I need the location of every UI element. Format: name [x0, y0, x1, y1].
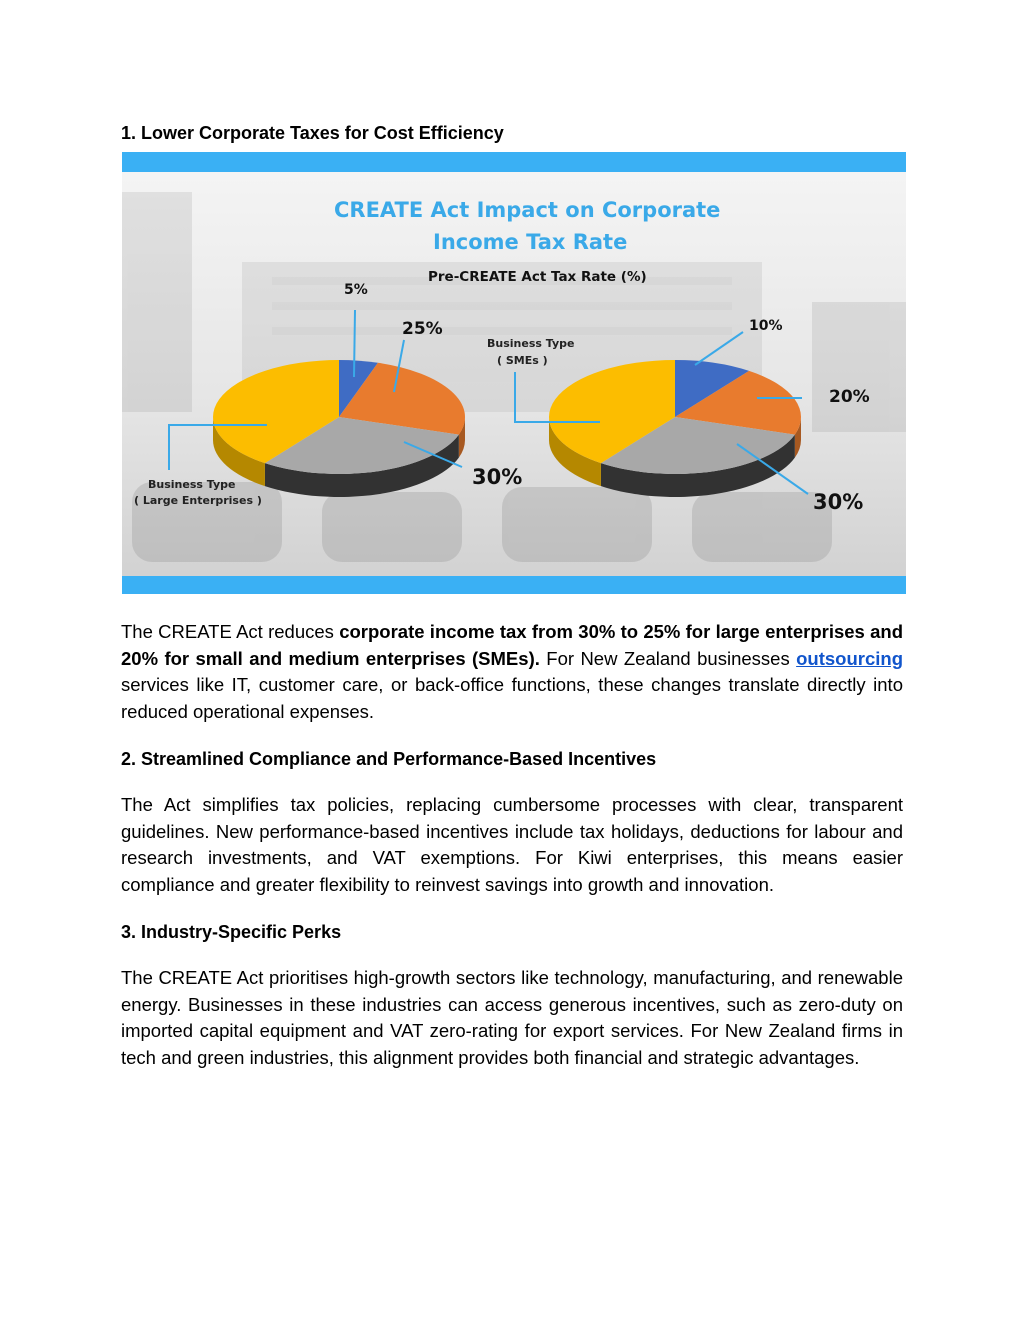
annotation-line1: Business Type — [487, 337, 575, 350]
slice-label: 5% — [344, 282, 368, 298]
paragraph-compliance: The Act simplifies tax policies, replacing cumbersome processes with clear, transparent guidelines. New performance-based incentives include tax holidays, deductions for labour and research investments, and VAT exemptions. For Kiwi enterprises, this means easier compliance and greater flexibility to reinvest savings into growth and innovation. — [121, 794, 903, 896]
annotation-line2: ( Large Enterprises ) — [134, 494, 262, 507]
paragraph-tax-reduction — [121, 619, 903, 726]
section-heading-lower-taxes: 1. Lower Corporate Taxes for Cost Efficiency — [121, 123, 504, 143]
slice-label: 30% — [813, 490, 864, 514]
paragraph-industry-perks: The CREATE Act prioritises high-growth sectors like technology, manufacturing, and renewable energy. Businesses in these industries can access generous incentives, such as zero-duty on imported capital equipment and VAT zero-rating for export services. For New Zealand firms in tech and green industries, this alignment provides both financial and strategic advantages. — [121, 967, 903, 1069]
figure-title-line2: Income Tax Rate — [433, 230, 628, 254]
figure-subtitle: Pre-CREATE Act Tax Rate (%) — [428, 269, 647, 285]
outsourcing-link[interactable]: outsourcing — [796, 647, 903, 669]
annotation-line2: ( SMEs ) — [497, 354, 548, 367]
figure-title-line1: CREATE Act Impact on Corporate — [334, 198, 721, 222]
leader-line — [354, 310, 355, 377]
section-heading-compliance: 2. Streamlined Compliance and Performance-Based Incentives — [121, 749, 657, 769]
para1-bold-text: corporate income tax from 30% to 25% for large enterprises and 20% for small and medium enterprises (SMEs). — [121, 621, 903, 669]
para1-text-middle: For New Zealand businesses — [539, 647, 797, 669]
slice-label: 10% — [749, 318, 783, 334]
slice-label: 30% — [472, 465, 523, 489]
pie-charts-svg — [122, 152, 906, 594]
section-heading-industry-perks: 3. Industry-Specific Perks — [121, 922, 342, 942]
slice-label: 25% — [402, 319, 443, 339]
slice-label: 20% — [829, 387, 870, 407]
tax-rate-figure — [122, 152, 906, 594]
para1-text-start: The CREATE Act reduces — [121, 621, 340, 642]
annotation-line1: Business Type — [148, 478, 236, 491]
para1-text-end: services like IT, customer care, or back-office functions, these changes translate directly into reduced operational expenses. — [121, 674, 903, 723]
